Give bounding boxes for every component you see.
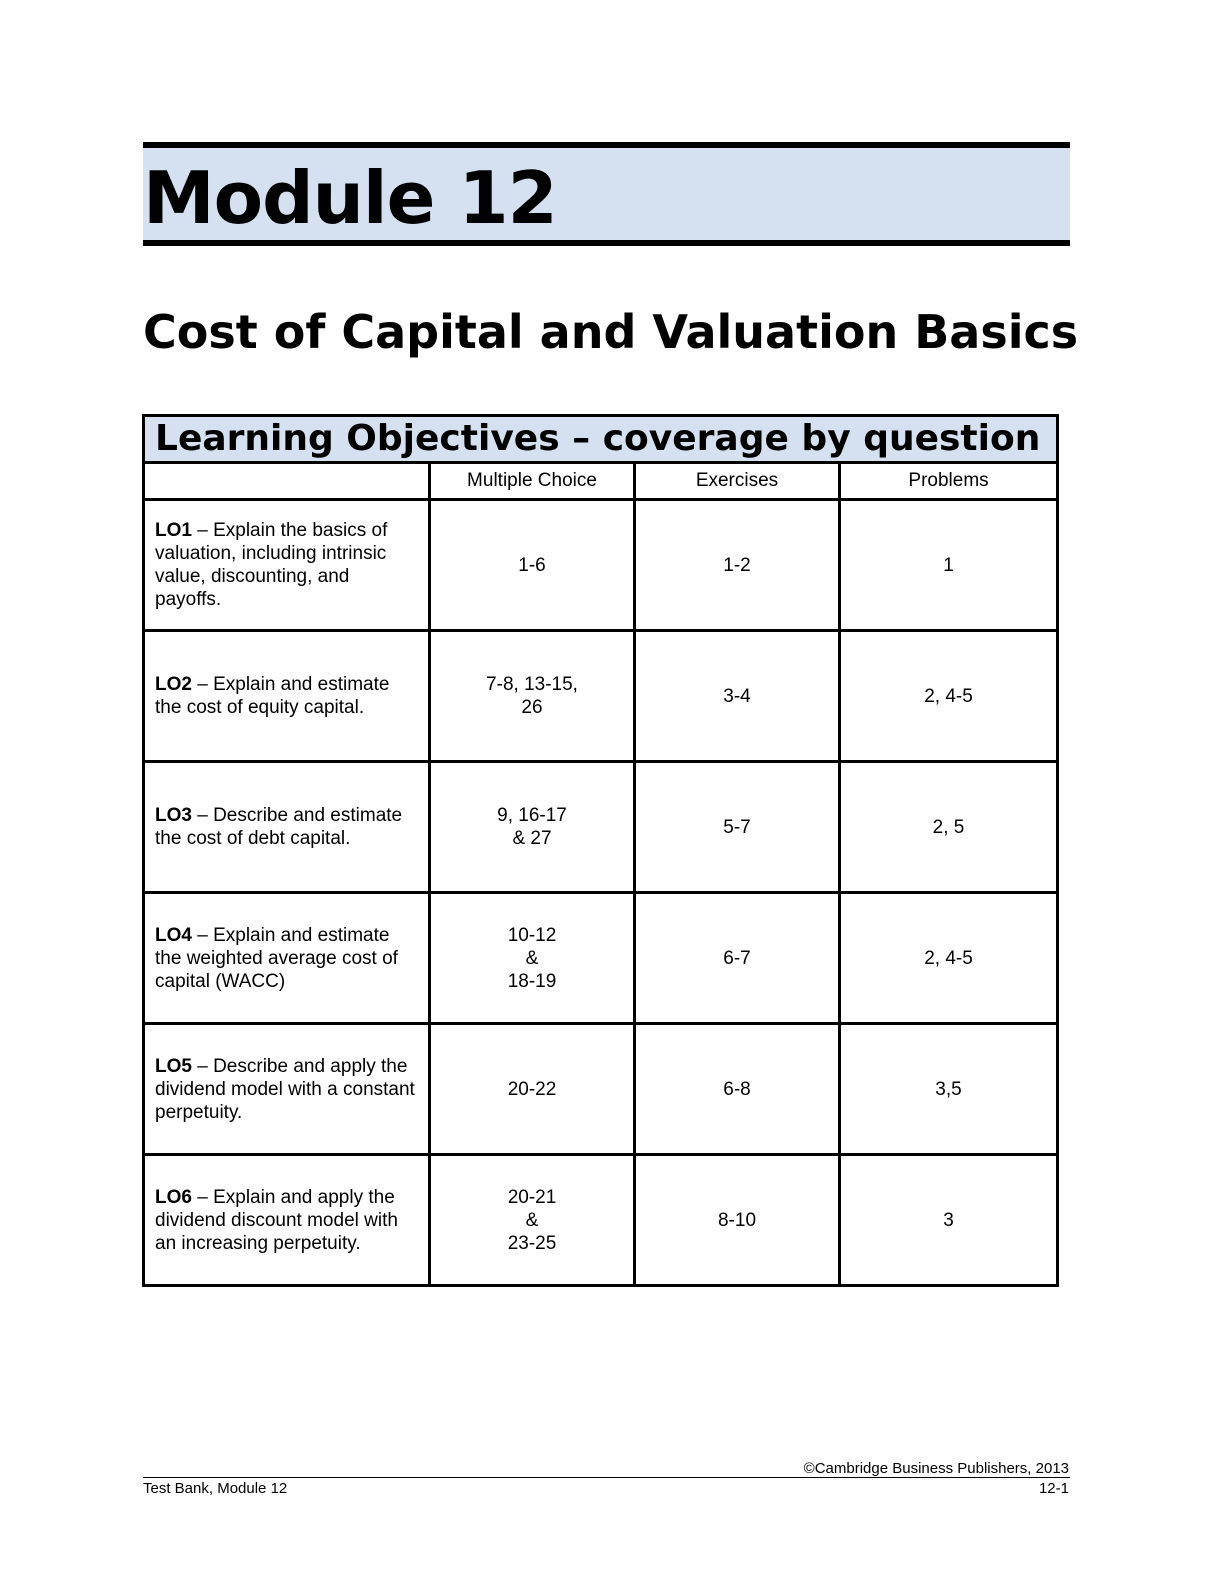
exercises-cell: 8-10 xyxy=(635,1155,840,1286)
exercises-cell: 5-7 xyxy=(635,762,840,893)
objective-description-cell xyxy=(144,500,430,631)
column-header-problems: Problems xyxy=(840,463,1058,500)
objective-code: LO3 xyxy=(155,805,192,826)
multiple-choice-cell: 1-6 xyxy=(430,500,635,631)
column-header-multiple-choice: Multiple Choice xyxy=(430,463,635,500)
objective-text: – Explain and estimate the cost of equity capital. xyxy=(155,674,390,718)
objective-code: LO2 xyxy=(155,674,192,695)
objective-description-cell xyxy=(144,762,430,893)
objective-description-cell xyxy=(144,1024,430,1155)
table-row xyxy=(144,631,1058,762)
problems-cell: 2, 4-5 xyxy=(840,893,1058,1024)
learning-objectives-table xyxy=(142,414,1059,1287)
objective-description-cell xyxy=(144,1155,430,1286)
table-row xyxy=(144,762,1058,893)
objective-text: – Describe and estimate the cost of debt capital. xyxy=(155,805,403,849)
problems-cell: 2, 5 xyxy=(840,762,1058,893)
table-row xyxy=(144,500,1058,631)
objective-text: – Describe and apply the dividend model with a constant perpetuity. xyxy=(155,1055,415,1123)
objective-text: – Explain and apply the dividend discount model with an increasing perpetuity. xyxy=(155,1186,398,1254)
footer-divider xyxy=(143,1477,1070,1478)
page-number: 12-1 xyxy=(1038,1480,1069,1497)
problems-cell: 1 xyxy=(840,500,1058,631)
multiple-choice-cell: 9, 16-17 & 27 xyxy=(430,762,635,893)
table-row xyxy=(144,893,1058,1024)
table-heading: Learning Objectives – coverage by question xyxy=(144,416,1058,463)
column-header-blank xyxy=(144,463,430,500)
objective-text: – Explain the basics of valuation, including intrinsic value, discounting, and payoffs. xyxy=(155,520,388,610)
objective-description-cell xyxy=(144,893,430,1024)
column-header-exercises: Exercises xyxy=(635,463,840,500)
objective-code: LO6 xyxy=(155,1186,192,1208)
objective-text: – Explain and estimate the weighted average cost of capital (WACC) xyxy=(155,924,398,992)
footer-source: Test Bank, Module 12 xyxy=(143,1480,288,1497)
multiple-choice-cell: 10-12 & 18-19 xyxy=(430,893,635,1024)
multiple-choice-cell: 20-22 xyxy=(430,1024,635,1155)
problems-cell: 3,5 xyxy=(840,1024,1058,1155)
exercises-cell: 3-4 xyxy=(635,631,840,762)
objective-code: LO1 xyxy=(155,520,192,541)
multiple-choice-cell: 7-8, 13-15, 26 xyxy=(430,631,635,762)
footer-copyright: ©Cambridge Business Publishers, 2013 xyxy=(803,1460,1069,1477)
problems-cell: 2, 4-5 xyxy=(840,631,1058,762)
module-title: Module 12 xyxy=(143,156,557,240)
objective-code: LO4 xyxy=(155,924,192,946)
chapter-subtitle: Cost of Capital and Valuation Basics xyxy=(143,305,1079,359)
problems-cell: 3 xyxy=(840,1155,1058,1286)
objective-description-cell xyxy=(144,631,430,762)
table-row xyxy=(144,1024,1058,1155)
multiple-choice-cell: 20-21 & 23-25 xyxy=(430,1155,635,1286)
exercises-cell: 6-7 xyxy=(635,893,840,1024)
objective-code: LO5 xyxy=(155,1055,192,1077)
table-row xyxy=(144,1155,1058,1286)
table-body xyxy=(144,500,1058,1286)
exercises-cell: 6-8 xyxy=(635,1024,840,1155)
exercises-cell: 1-2 xyxy=(635,500,840,631)
module-banner xyxy=(143,142,1070,246)
